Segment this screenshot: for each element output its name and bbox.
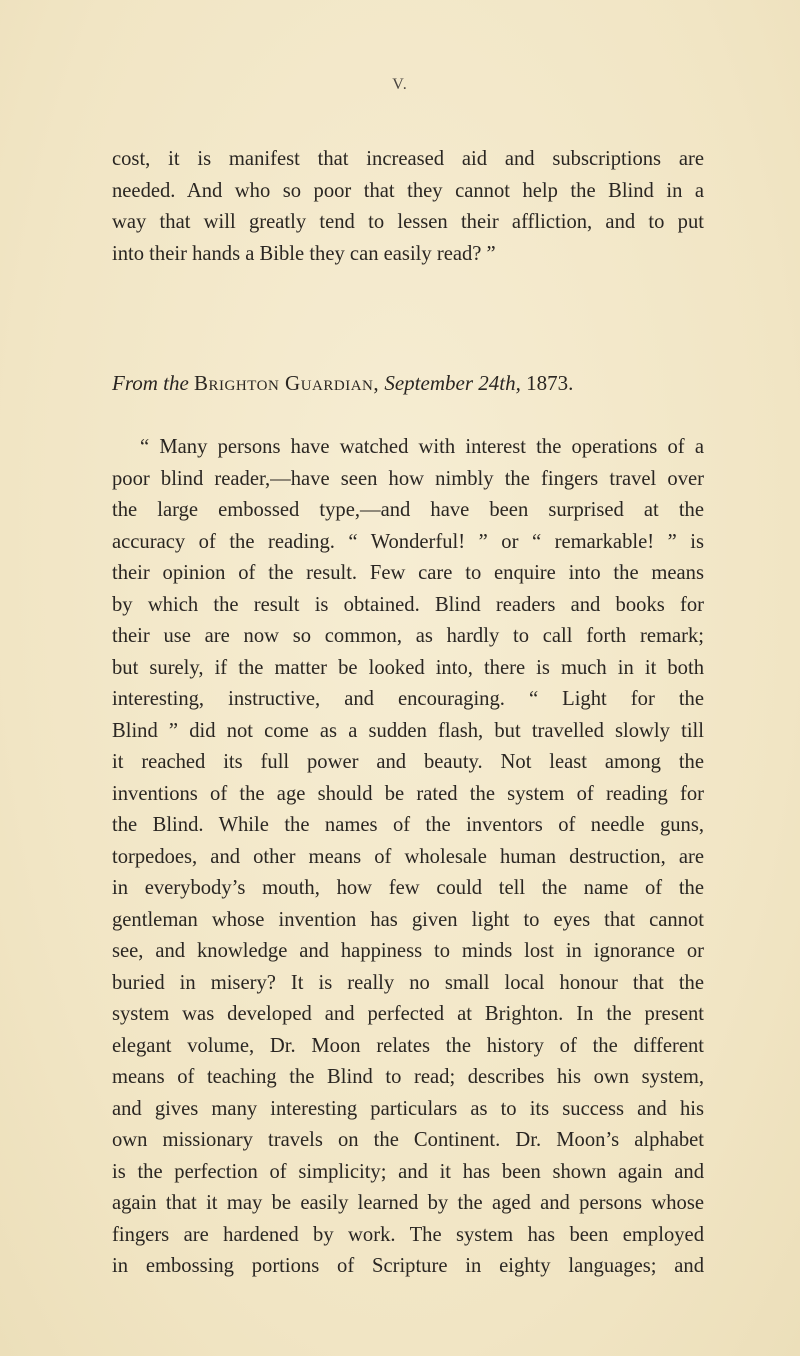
text-line: accuracy of the reading. “ Wonderful! ” or “ remarkable! ” is	[112, 530, 704, 553]
source-prefix: From the	[112, 371, 189, 395]
source-date: September 24th,	[384, 371, 521, 395]
review-paragraph	[112, 432, 704, 1283]
text-line: in everybody’s mouth, how few could tell the name of the	[112, 877, 704, 899]
continuation-paragraph	[112, 144, 704, 270]
text-line: poor blind reader,—have seen how nimbly the fingers travel over	[112, 467, 704, 490]
text-line: system was developed and perfected at Brighton. In the present	[112, 1003, 704, 1025]
text-line: but surely, if the matter be looked into, there is much in it both	[112, 656, 704, 679]
text-line: their use are now so common, as hardly to call forth remark;	[112, 625, 704, 647]
text-line: and gives many interesting particulars as to its success and his	[112, 1097, 704, 1120]
text-line: is the perfection of simplicity; and it has been shown again and	[112, 1160, 704, 1183]
text-line: elegant volume, Dr. Moon relates the history of the different	[112, 1034, 704, 1057]
text-line: “ Many persons have watched with interest the operations of a	[140, 436, 704, 458]
text-line: again that it may be easily learned by the aged and persons whose	[112, 1192, 704, 1214]
text-line: into their hands a Bible they can easily read? ”	[112, 242, 496, 265]
source-publication: Brighton Guardian,	[194, 371, 380, 395]
text-line: in embossing portions of Scripture in eighty languages; and	[112, 1255, 704, 1277]
text-line: see, and knowledge and happiness to minds lost in ignorance or	[112, 940, 704, 962]
text-line: own missionary travels on the Continent. Dr. Moon’s alphabet	[112, 1129, 704, 1151]
text-line: way that will greatly tend to lessen their affliction, and to put	[112, 211, 704, 233]
source-year: 1873.	[526, 371, 574, 395]
text-line: Blind ” did not come as a sudden flash, but travelled slowly till	[112, 719, 704, 742]
text-line: by which the result is obtained. Blind readers and books for	[112, 593, 704, 616]
text-line: the Blind. While the names of the inventors of needle guns,	[112, 814, 704, 836]
text-line: the large embossed type,—and have been surprised at the	[112, 499, 704, 521]
page-number: V.	[392, 76, 408, 93]
text-line: inventions of the age should be rated the system of reading for	[112, 782, 704, 805]
text-line: gentleman whose invention has given light to eyes that cannot	[112, 908, 704, 931]
text-line: means of teaching the Blind to read; describes his own system,	[112, 1066, 704, 1088]
text-line: cost, it is manifest that increased aid and subscriptions are	[112, 148, 704, 170]
text-line: torpedoes, and other means of wholesale human destruction, are	[112, 845, 704, 868]
text-line: their opinion of the result. Few care to enquire into the means	[112, 562, 704, 584]
text-line: fingers are hardened by work. The system has been employed	[112, 1223, 704, 1246]
source-heading	[112, 368, 704, 399]
text-line: needed. And who so poor that they cannot help the Blind in a	[112, 179, 704, 202]
text-line: it reached its full power and beauty. Not least among the	[112, 751, 704, 773]
text-line: buried in misery? It is really no small local honour that the	[112, 971, 704, 994]
text-line: interesting, instructive, and encouraging. “ Light for the	[112, 688, 704, 710]
